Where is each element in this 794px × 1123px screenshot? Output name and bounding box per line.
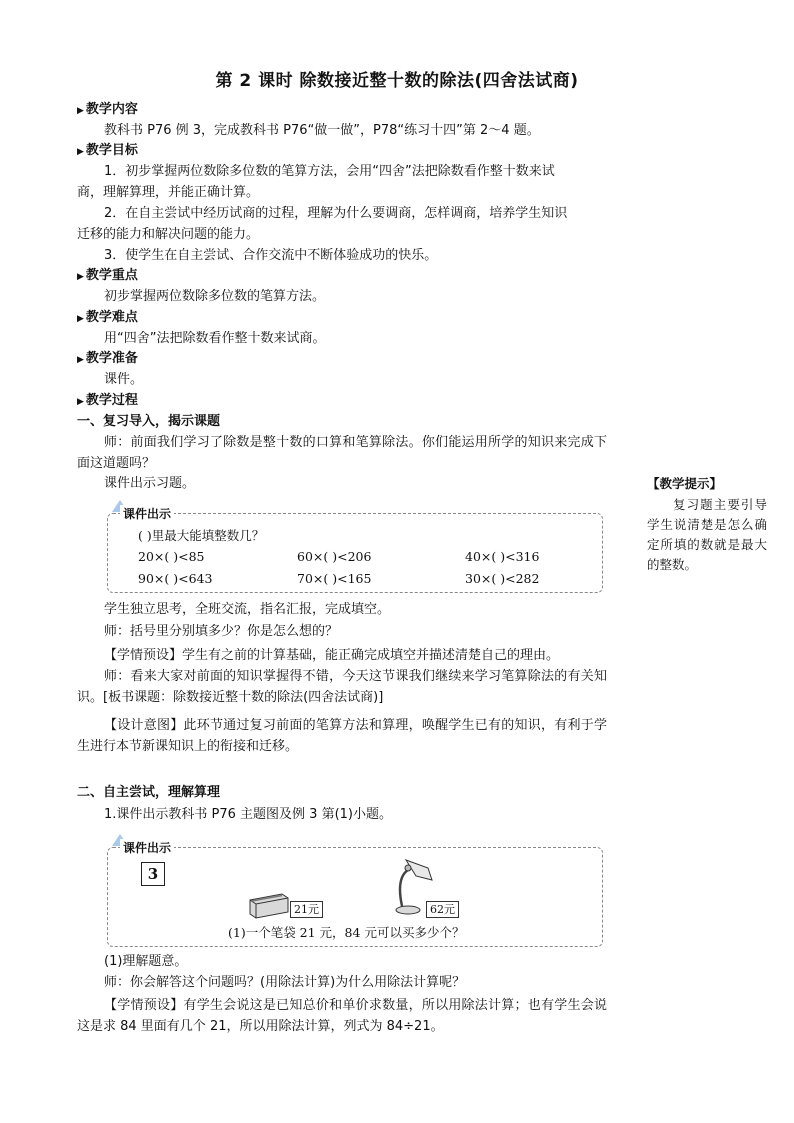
triangle-bullet-icon: ▶ bbox=[77, 106, 84, 116]
part2-line1: 1.课件出示教科书 P76 主题图及例 3 第(1)小题。 bbox=[104, 807, 392, 822]
prep-text: 课件。 bbox=[104, 372, 144, 387]
goal-2b: 迁移的能力和解决问题的能力。 bbox=[77, 227, 260, 242]
box2-label: 课件出示 bbox=[120, 839, 174, 856]
side-note-text: 复习题主要引导学生说清楚是怎么确定所填的数就是最大的整数。 bbox=[647, 497, 767, 572]
heading-goals: ▶ 教学目标 bbox=[77, 143, 138, 158]
triangle-bullet-icon: ▶ bbox=[77, 272, 84, 282]
heading-content: ▶ 教学内容 bbox=[77, 102, 138, 117]
part1-para2: 学生独立思考，全班交流，指名汇报，完成填空。 bbox=[104, 602, 391, 617]
side-note-title: 【教学提示】 bbox=[647, 476, 723, 491]
part2-line2: (1)理解题意。 bbox=[104, 954, 188, 969]
heading-prep: ▶ 教学准备 bbox=[77, 351, 138, 366]
goal-1a: 1．初步掌握两位数除多位数的笔算方法，会用“四舍”法把除数看作整十数来试 bbox=[104, 164, 555, 179]
content-text: 教科书 P76 例 3，完成教科书 P76“做一做”，P78“练习十四”第 2～4 题。 bbox=[104, 123, 540, 138]
goal-3: 3．使学生在自主尝试、合作交流中不断体验成功的快乐。 bbox=[104, 248, 438, 263]
part1-show: 课件出示习题。 bbox=[104, 476, 196, 491]
box1-r1-c2: 60×( )<206 bbox=[297, 549, 372, 564]
price-tag-lamp: 62元 bbox=[426, 901, 459, 918]
part1-para5: 师：看来大家对前面的知识掌握得不错，今天这节课我们继续来学习笔算除法的有关知识。[板书课题：除数接近整十数的除法(四舍法试商)] bbox=[77, 669, 607, 705]
box1-r1-c3: 40×( )<316 bbox=[465, 549, 540, 564]
box1-question: ( )里最大能填整数几？ bbox=[138, 528, 265, 543]
triangle-bullet-icon: ▶ bbox=[77, 147, 84, 157]
heading-key: ▶ 教学重点 bbox=[77, 268, 138, 283]
triangle-bullet-icon: ▶ bbox=[77, 314, 84, 324]
triangle-bullet-icon: ▶ bbox=[77, 397, 84, 407]
goal-1b: 商，理解算理，并能正确计算。 bbox=[77, 185, 260, 200]
goal-2a: 2．在自主尝试中经历试商的过程，理解为什么要调商，怎样调商，培养学生知识 bbox=[104, 206, 568, 221]
part2-title: 二、自主尝试，理解算理 bbox=[77, 785, 221, 800]
example-caption: (1)一个笔袋 21 元，84 元可以买多少个？ bbox=[228, 925, 465, 940]
box1-r2-c2: 70×( )<165 bbox=[297, 571, 372, 586]
heading-difficulty: ▶ 教学难点 bbox=[77, 310, 138, 325]
pencil-case-icon bbox=[246, 886, 292, 920]
box1-r2-c3: 30×( )<282 bbox=[465, 571, 540, 586]
part2-para4: 【学情预设】有学生会说这是已知总价和单价求数量，所以用除法计算；也有学生会说这是求 84 里面有几个 21，所以用除法计算，列式为 84÷21。 bbox=[77, 998, 607, 1034]
triangle-bullet-icon: ▶ bbox=[77, 355, 84, 365]
part1-para6: 【设计意图】此环节通过复习前面的笔算方法和算理，唤醒学生已有的知识，有利于学生进行本节新课知识上的衔接和迁移。 bbox=[77, 718, 607, 754]
part1-para3: 师：括号里分别填多少？你是怎么想的？ bbox=[104, 624, 339, 639]
example-number: 3 bbox=[141, 862, 165, 886]
box1-r1-c1: 20×( )<85 bbox=[138, 549, 205, 564]
box1-label: 课件出示 bbox=[120, 505, 174, 522]
part1-title: 一、复习导入，揭示课题 bbox=[77, 414, 221, 429]
price-tag-pencil-case: 21元 bbox=[290, 901, 323, 918]
difficulty-text: 用“四舍”法把除数看作整十数来试商。 bbox=[104, 331, 326, 346]
part1-para4: 【学情预设】学生有之前的计算基础，能正确完成填空并描述清楚自己的理由。 bbox=[104, 648, 560, 663]
box1-r2-c1: 90×( )<643 bbox=[138, 571, 213, 586]
part2-line3: 师：你会解答这个问题吗？(用除法计算)为什么用除法计算呢？ bbox=[104, 975, 466, 990]
page-title: 第 2 课时 除数接近整十数的除法(四舍法试商) bbox=[215, 71, 579, 91]
heading-process: ▶ 教学过程 bbox=[77, 393, 138, 408]
part1-para1: 师：前面我们学习了除数是整十数的口算和笔算除法。你们能运用所学的知识来完成下面这道题吗？ bbox=[77, 435, 607, 471]
key-text: 初步掌握两位数除多位数的笔算方法。 bbox=[104, 289, 326, 304]
